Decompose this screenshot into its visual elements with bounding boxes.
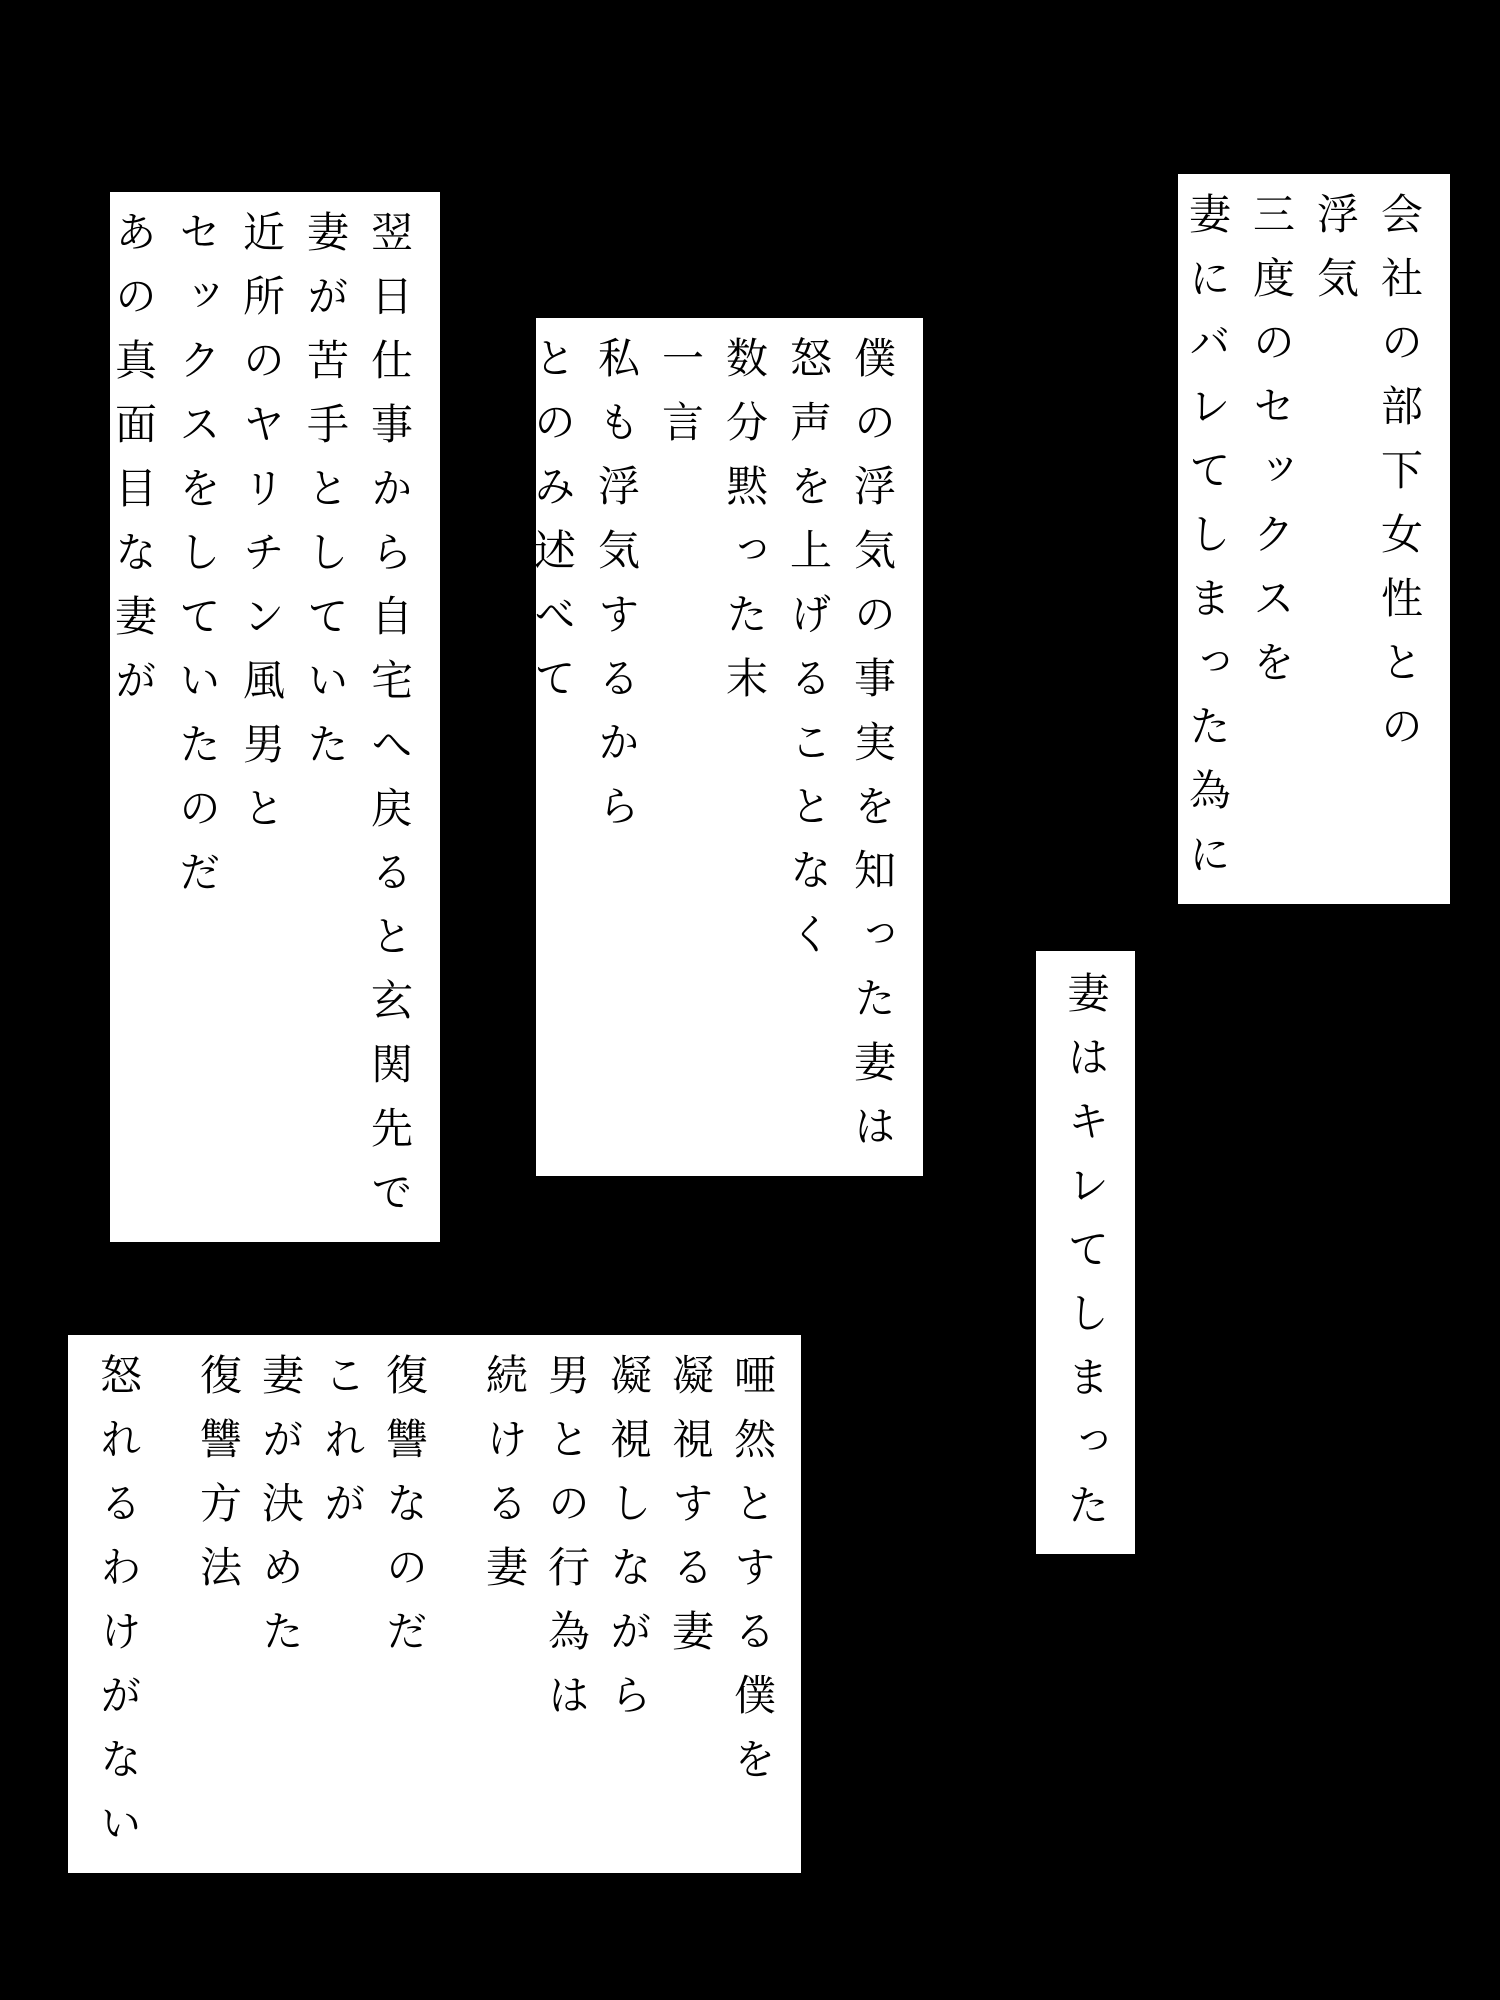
caption-column: 復讐方法 bbox=[194, 1353, 243, 1609]
caption-column: 凝視しながら bbox=[604, 1353, 653, 1737]
caption-column: 数分黙った末 bbox=[720, 336, 769, 720]
caption-column: 妻はキレてしまった bbox=[1061, 971, 1111, 1547]
caption-column: 浮気 bbox=[1311, 192, 1360, 320]
caption-box-center bbox=[528, 318, 923, 1176]
caption-column: 一言 bbox=[656, 336, 705, 464]
caption-column: セックスをしていたのだ bbox=[173, 210, 222, 914]
caption-column: 僕の浮気の事実を知った妻は bbox=[848, 336, 897, 1168]
caption-column: 私も浮気するから bbox=[592, 336, 641, 848]
caption-box-top-left bbox=[110, 192, 440, 1242]
caption-column: あの真面目な妻が bbox=[109, 210, 158, 722]
caption-column: 怒声を上げることなく bbox=[784, 336, 833, 976]
caption-column: 妻にバレてしまった為に bbox=[1183, 192, 1232, 896]
caption-column: 復讐なのだ bbox=[380, 1353, 429, 1673]
caption-column: 妻が苦手としていた bbox=[301, 210, 350, 786]
caption-column: 会社の部下女性との bbox=[1375, 192, 1424, 768]
caption-column: 近所のヤリチン風男と bbox=[237, 210, 286, 850]
caption-box-bottom bbox=[68, 1335, 801, 1873]
caption-column: 三度のセックスを bbox=[1247, 192, 1296, 704]
caption-column: 男との行為は bbox=[542, 1353, 591, 1737]
caption-box-right-narrow bbox=[1036, 951, 1135, 1554]
caption-column: 妻が決めた bbox=[256, 1353, 305, 1673]
caption-column: 唖然とする僕を bbox=[728, 1353, 777, 1801]
caption-column: 続ける妻 bbox=[480, 1353, 529, 1609]
caption-column: 翌日仕事から自宅へ戻ると玄関先で bbox=[365, 210, 414, 1234]
caption-column: とのみ述べて bbox=[528, 336, 577, 720]
caption-box-top-right bbox=[1178, 174, 1450, 904]
caption-column: 凝視する妻 bbox=[666, 1353, 715, 1673]
caption-column: 怒れるわけがない bbox=[94, 1353, 143, 1865]
caption-column: これが bbox=[318, 1353, 367, 1545]
